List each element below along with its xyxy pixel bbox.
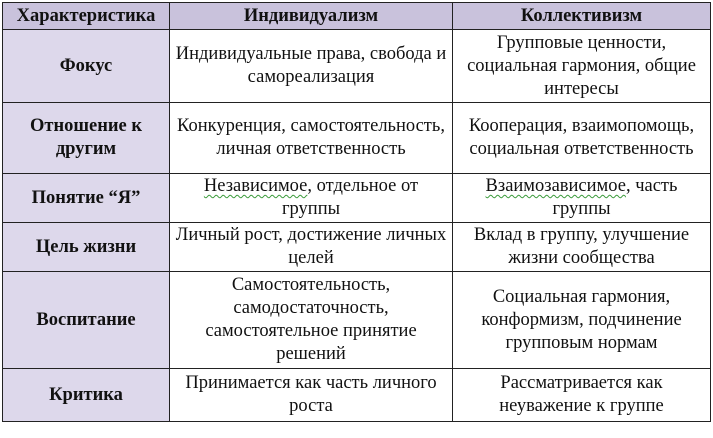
row-label: Воспитание xyxy=(3,272,170,369)
individualism-cell: Конкуренция, самостоятельность, личная ответственность xyxy=(170,103,453,174)
individualism-cell: Личный рост, достижение личных целей xyxy=(170,223,453,272)
header-collectivism: Коллективизм xyxy=(453,3,711,30)
row-label: Цель жизни xyxy=(3,223,170,272)
spellcheck-underlined-word: Взаимозависимое xyxy=(485,176,626,196)
header-row xyxy=(3,3,711,30)
row-label: Понятие “Я” xyxy=(3,174,170,223)
header-characteristic: Характеристика xyxy=(3,3,170,30)
table-row-self-concept xyxy=(3,174,711,223)
collectivism-cell: Рассматривается как неуважение к группе xyxy=(453,369,711,422)
collectivism-cell: Вклад в группу, улучшение жизни сообщества xyxy=(453,223,711,272)
collectivism-cell: Кооперация, взаимопомощь, социальная ответственность xyxy=(453,103,711,174)
table-row-life-goal xyxy=(3,223,711,272)
individualism-cell xyxy=(170,174,453,223)
collectivism-cell: Групповые ценности, социальная гармония, общие интересы xyxy=(453,30,711,103)
individualism-cell: Принимается как часть личного роста xyxy=(170,369,453,422)
row-label: Критика xyxy=(3,369,170,422)
table-row-criticism xyxy=(3,369,711,422)
table-row-focus xyxy=(3,30,711,103)
collectivism-cell xyxy=(453,174,711,223)
collectivism-cell: Социальная гармония, конформизм, подчинение групповым нормам xyxy=(453,272,711,369)
row-label: Фокус xyxy=(3,30,170,103)
table-row-relations xyxy=(3,103,711,174)
header-individualism: Индивидуализм xyxy=(170,3,453,30)
table-row-upbringing xyxy=(3,272,711,369)
spellcheck-underlined-word: Независимое xyxy=(203,176,308,196)
row-label: Отношение к другим xyxy=(3,103,170,174)
cell-text: , отдельное от группы xyxy=(281,176,419,219)
individualism-cell: Индивидуальные права, свобода и самореализация xyxy=(170,30,453,103)
comparison-table xyxy=(2,2,711,422)
cell-text: , часть группы xyxy=(552,176,678,219)
individualism-cell: Самостоятельность, самодостаточность, самостоятельное принятие решений xyxy=(170,272,453,369)
